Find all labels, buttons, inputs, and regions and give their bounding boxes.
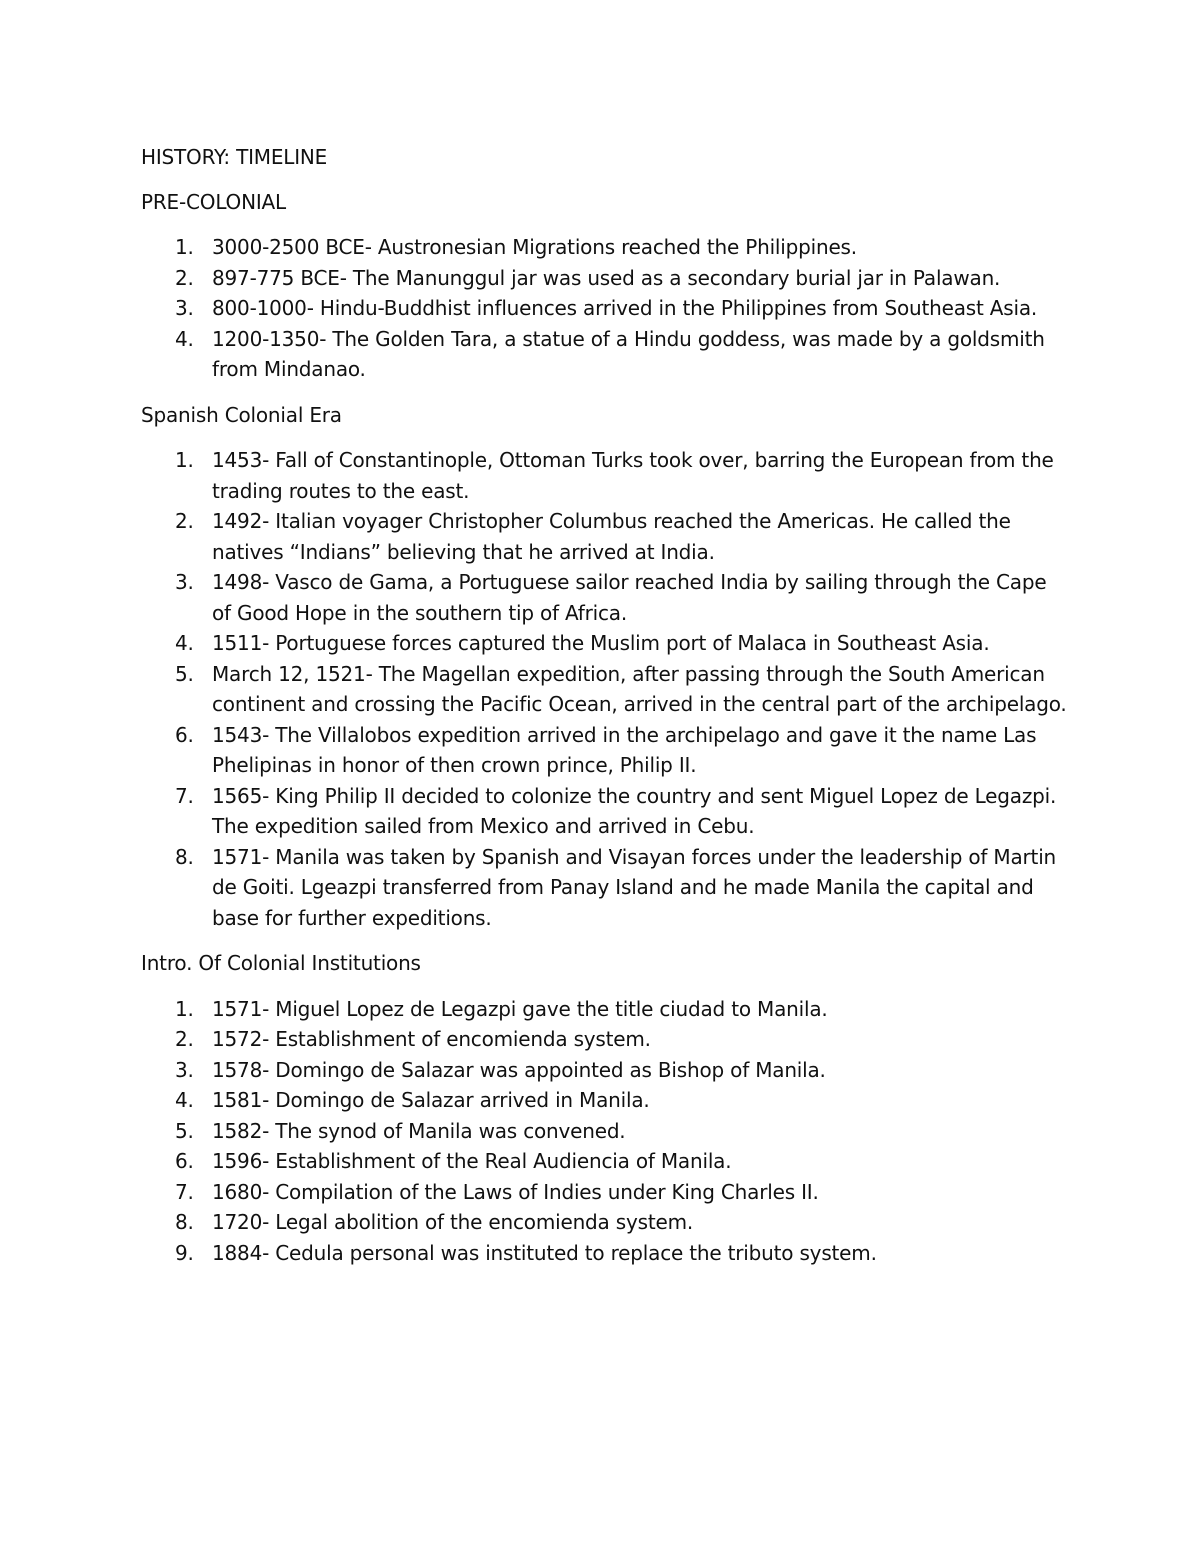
list-item [141, 994, 1071, 1025]
list-item-text: 1884- Cedula personal was instituted to replace the tributo system. [212, 1240, 877, 1265]
list-item [141, 324, 1071, 385]
list-item-text: 3000-2500 BCE- Austronesian Migrations reached the Philippines. [212, 235, 857, 259]
list-item-text: 1571- Manila was taken by Spanish and Visayan forces under the leadership of Martin de Goiti. Lgeazpi transferred from Panay Island and he made Manila the capital and base for further expeditions. [212, 844, 1057, 930]
section-heading-pre-colonial: PRE-COLONIAL [141, 189, 286, 214]
list-item [141, 506, 1071, 567]
list-item-text: 1571- Miguel Lopez de Legazpi gave the title ciudad to Manila. [212, 996, 828, 1021]
list-number: 7. [175, 783, 194, 808]
list-item-text: 1578- Domingo de Salazar was appointed as Bishop of Manila. [212, 1057, 826, 1082]
list-item-text: 800-1000- Hindu-Buddhist influences arrived in the Philippines from Southeast Asia. [212, 296, 1038, 320]
list-item-text: 1543- The Villalobos expedition arrived in the archipelago and gave it the name Las Phelipinas in honor of then crown prince, Philip II. [212, 722, 1037, 777]
list-number: 1. [175, 448, 194, 472]
list-item [141, 659, 1071, 720]
list-item [141, 720, 1071, 781]
list-item [141, 293, 1071, 324]
list-number: 5. [175, 1118, 194, 1143]
list-item [141, 232, 1071, 263]
list-item [141, 628, 1071, 659]
list-number: 3. [175, 296, 194, 320]
list-item-text: 1572- Establishment of encomienda system. [212, 1027, 651, 1051]
list-number: 6. [175, 1149, 194, 1173]
list-item [141, 1238, 1071, 1269]
list-number: 9. [175, 1240, 194, 1265]
list-item-text: 1453- Fall of Constantinople, Ottoman Turks took over, barring the European from the trading routes to the east. [212, 448, 1054, 503]
list-item [141, 781, 1071, 842]
section-heading-colonial-institutions: Intro. Of Colonial Institutions [141, 951, 421, 975]
list-number: 1. [175, 996, 194, 1021]
list-item-text: 1498- Vasco de Gama, a Portuguese sailor reached India by sailing through the Cape of Good Hope in the southern tip of Africa. [212, 570, 1047, 625]
list-number: 7. [175, 1179, 194, 1204]
list-item-text: 1582- The synod of Manila was convened. [212, 1118, 626, 1143]
list-item-text: 1492- Italian voyager Christopher Columbus reached the Americas. He called the natives “Indians” believing that he arrived at India. [212, 509, 1011, 564]
document-body [141, 142, 1071, 1283]
colonial-institutions-list [141, 994, 1071, 1269]
list-number: 4. [175, 1088, 194, 1112]
section-heading-spanish-colonial-era: Spanish Colonial Era [141, 402, 342, 427]
list-number: 1. [175, 235, 194, 259]
list-item-text: March 12, 1521- The Magellan expedition, after passing through the South American continent and crossing the Pacific Ocean, arrived in the central part of the archipelago. [212, 661, 1067, 716]
pre-colonial-list [141, 232, 1071, 385]
list-item [141, 567, 1071, 628]
list-item [141, 1207, 1071, 1238]
list-number: 3. [175, 570, 194, 594]
list-item-text: 1565- King Philip II decided to colonize the country and sent Miguel Lopez de Legazpi. The expedition sailed from Mexico and arrived in Cebu. [212, 783, 1057, 838]
list-item-text: 1596- Establishment of the Real Audiencia of Manila. [212, 1149, 732, 1173]
list-item [141, 263, 1071, 294]
list-number: 2. [175, 265, 194, 290]
list-item-text: 1720- Legal abolition of the encomienda system. [212, 1210, 694, 1234]
list-number: 4. [175, 631, 194, 655]
list-item [141, 842, 1071, 934]
list-number: 8. [175, 1210, 194, 1234]
list-item [141, 445, 1071, 506]
list-item-text: 1511- Portuguese forces captured the Muslim port of Malaca in Southeast Asia. [212, 631, 990, 655]
list-number: 2. [175, 1027, 194, 1051]
list-item [141, 1085, 1071, 1116]
list-number: 3. [175, 1057, 194, 1082]
list-number: 8. [175, 844, 194, 869]
list-item-text: 1581- Domingo de Salazar arrived in Manila. [212, 1088, 650, 1112]
list-number: 4. [175, 326, 194, 351]
list-item-text: 897-775 BCE- The Manunggul jar was used as a secondary burial jar in Palawan. [212, 265, 1001, 290]
list-item [141, 1024, 1071, 1055]
list-item [141, 1177, 1071, 1208]
list-item [141, 1055, 1071, 1086]
list-number: 5. [175, 661, 194, 686]
spanish-colonial-list [141, 445, 1071, 933]
list-item-text: 1200-1350- The Golden Tara, a statue of a Hindu goddess, was made by a goldsmith from Mindanao. [212, 326, 1045, 381]
list-item [141, 1146, 1071, 1177]
list-item-text: 1680- Compilation of the Laws of Indies under King Charles II. [212, 1179, 819, 1204]
list-number: 2. [175, 509, 194, 533]
list-number: 6. [175, 722, 194, 747]
list-item [141, 1116, 1071, 1147]
document-title: HISTORY: TIMELINE [141, 145, 328, 169]
